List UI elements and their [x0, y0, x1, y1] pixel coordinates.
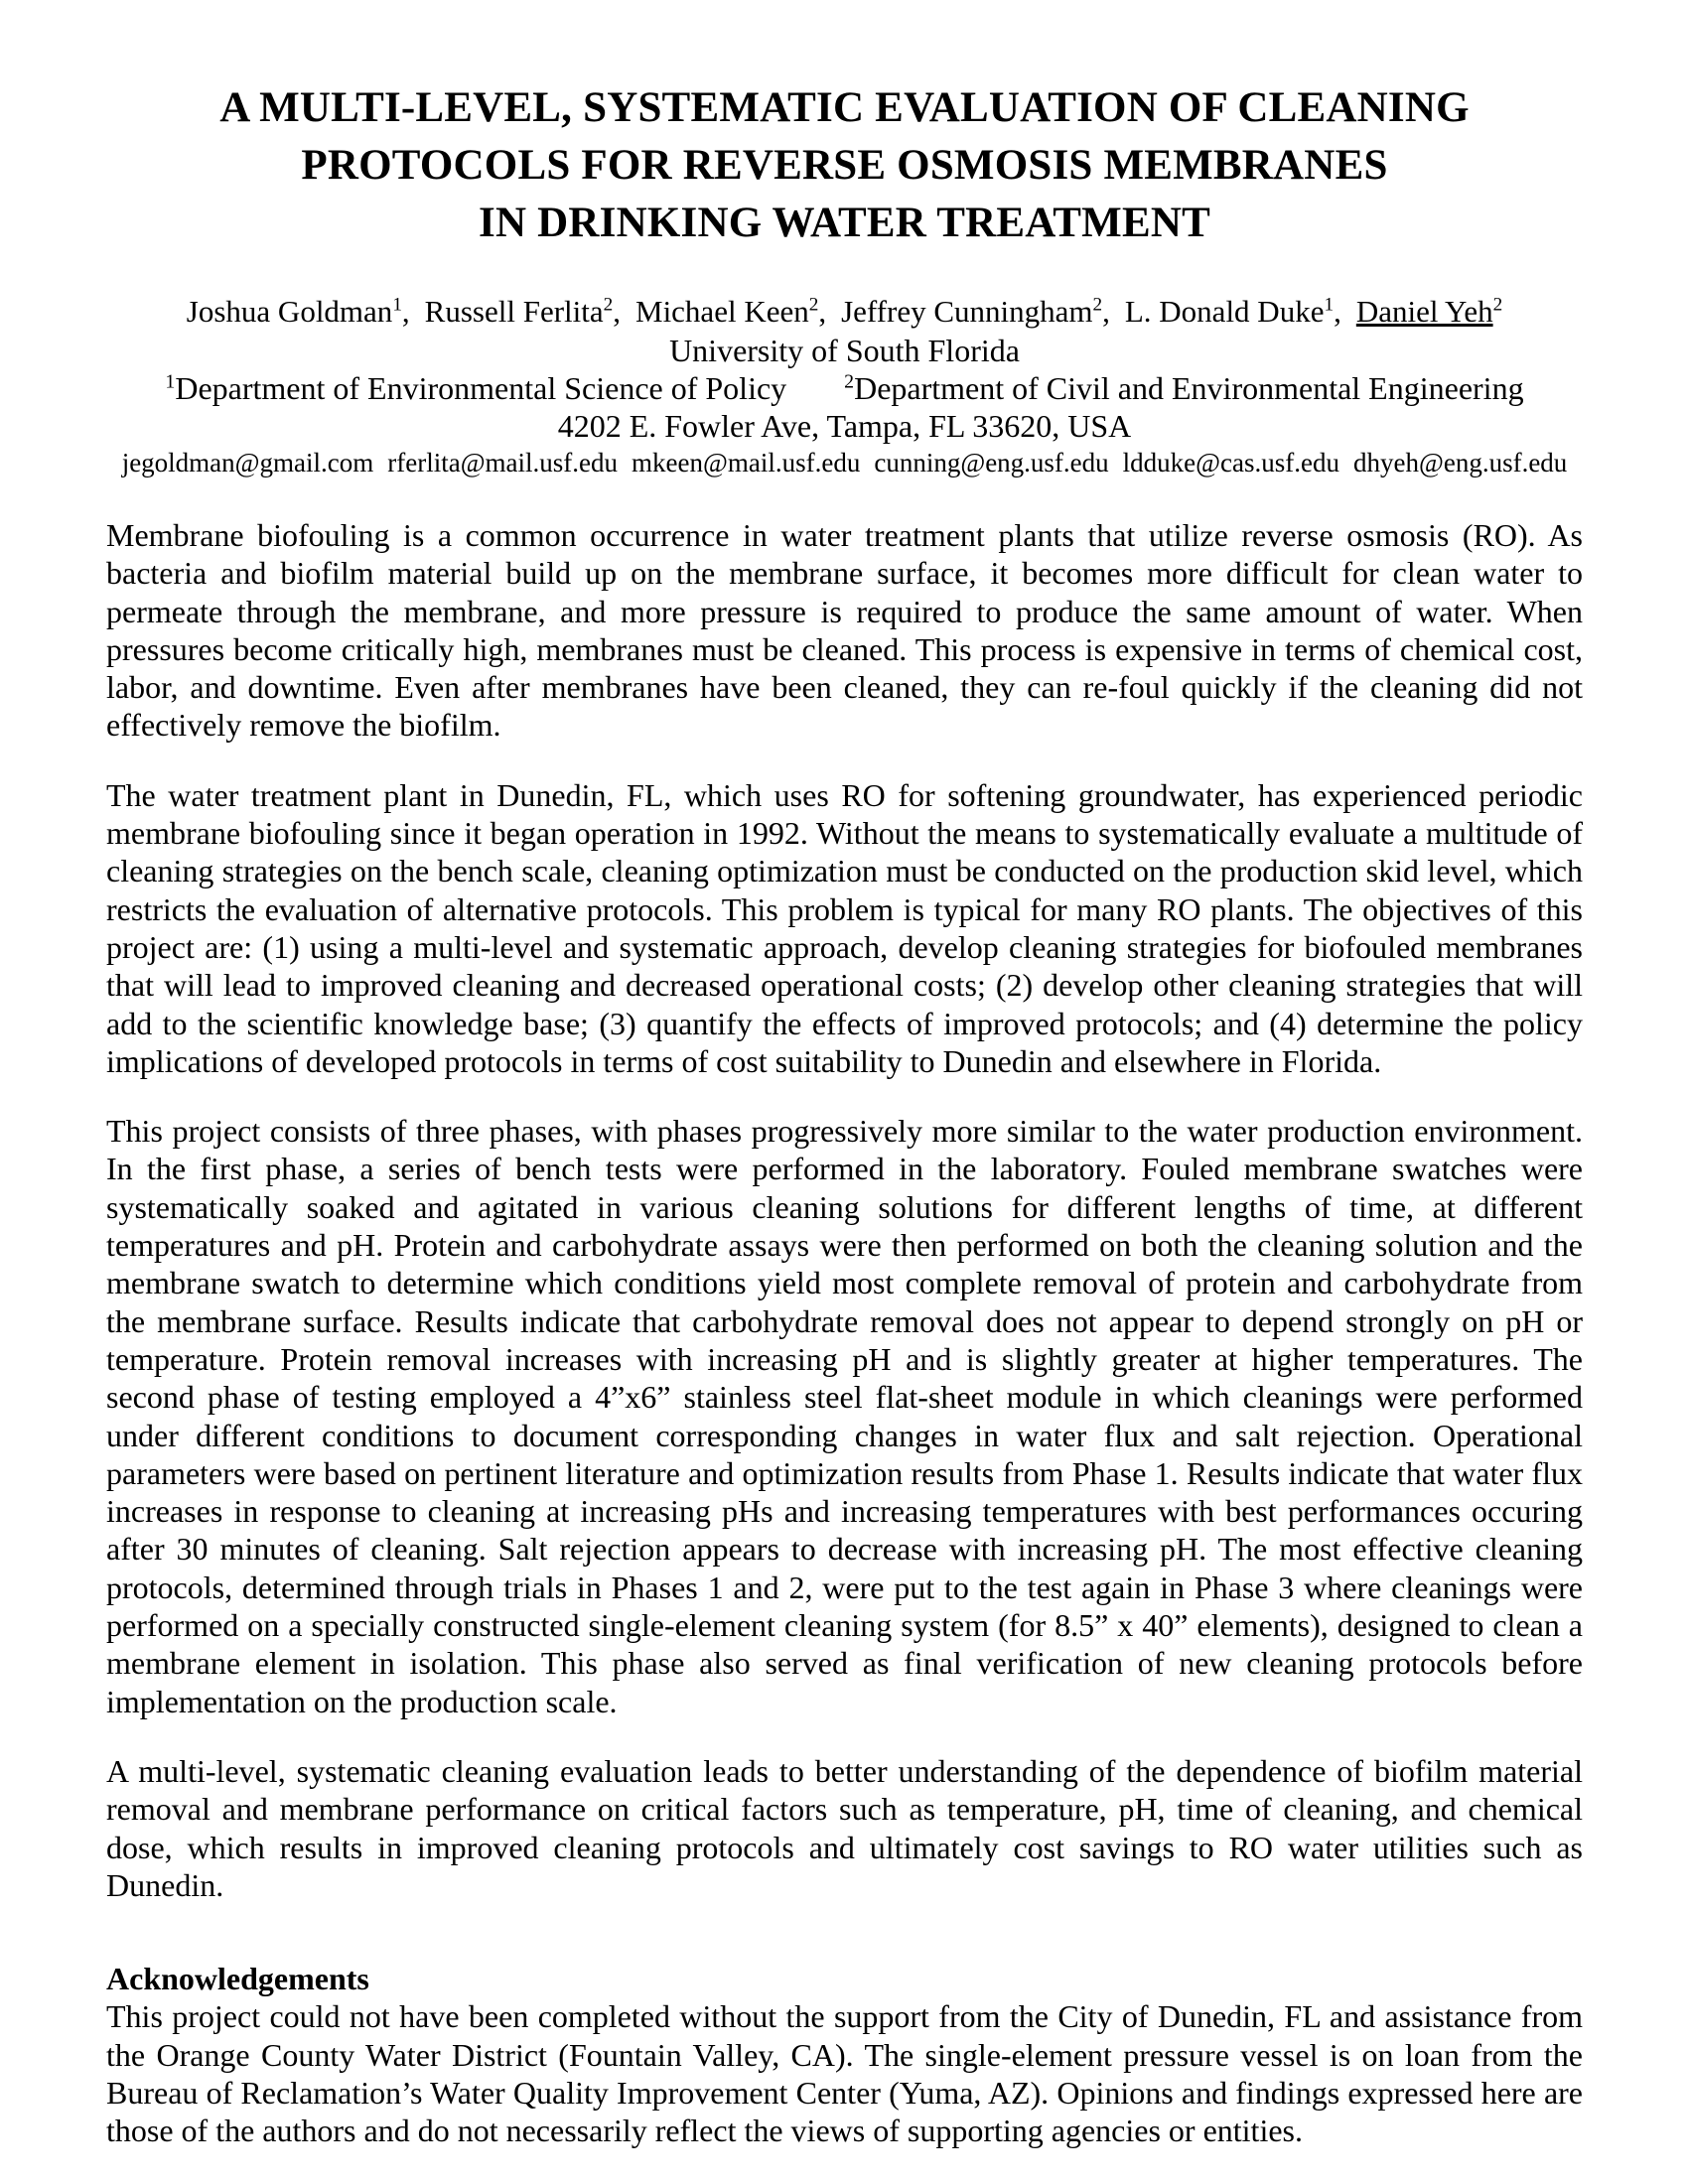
department-1-name: Department of Environmental Science of Policy	[175, 370, 787, 406]
author	[425, 294, 621, 329]
acknowledgements-section	[106, 1960, 1583, 2149]
author	[635, 294, 826, 329]
author-name: L. Donald Duke	[1124, 294, 1325, 329]
paper-title-line-1: A MULTI-LEVEL, SYSTEMATIC EVALUATION OF CLEANING	[219, 84, 1470, 131]
university-line: University of South Florida	[669, 333, 1020, 368]
author-name: Joshua Goldman	[186, 294, 393, 329]
paper-title-line-3: IN DRINKING WATER TREATMENT	[479, 200, 1210, 246]
paper-title-line-2: PROTOCOLS FOR REVERSE OSMOSIS MEMBRANES	[301, 142, 1388, 189]
email-text: ldduke@cas.usf.edu	[1122, 448, 1339, 478]
abstract-paragraph-1: Membrane biofouling is a common occurrence in water treatment plants that utilize reverse osmosis (RO). As bacteria and biofilm material build up on the membrane surface, it becomes more difficult for clean water to permeate through the membrane, and more pressure is required to produce the same amount of water. When pressures become critically high, membranes must be cleaned. This process is expensive in terms of chemical cost, labor, and downtime. Even after membranes have been cleaned, they can re-foul quickly if the cleaning did not effectively remove the biofilm.	[106, 517, 1583, 744]
author	[1356, 294, 1502, 329]
email-text: cunning@eng.usf.edu	[874, 448, 1109, 478]
author-affiliation-sup: 2	[1092, 294, 1103, 316]
author-name: Russell Ferlita	[424, 294, 604, 329]
acknowledgements-paragraph: This project could not have been completed without the support from the City of Dunedin, FL and assistance from the Orange County Water District (Fountain Valley, CA). The single-element pressure vessel is on loan from the Bureau of Reclamation’s Water Quality Improvement Center (Yuma, AZ). Opinions and findings expressed here are those of the authors and do not necessarily reflect the views of supporting agencies or entities.	[106, 1998, 1583, 2149]
author-name: Jeffrey Cunningham	[841, 294, 1093, 329]
email-text: mkeen@mail.usf.edu	[632, 448, 861, 478]
department-2-sup: 2	[844, 370, 855, 393]
author-separator: ,	[401, 294, 410, 329]
abstract-paragraph-2: The water treatment plant in Dunedin, FL, which uses RO for softening groundwater, has experienced periodic membrane biofouling since it began operation in 1992. Without the means to systematically evaluate a multitude of cleaning strategies on the bench scale, cleaning optimization must be conducted on the production skid level, which restricts the evaluation of alternative protocols. This problem is typical for many RO plants. The objectives of this project are: (1) using a multi-level and systematic approach, develop cleaning strategies for biofouled membranes that will lead to improved cleaning and decreased operational costs; (2) develop other cleaning strategies that will add to the scientific knowledge base; (3) quantify the effects of improved protocols; and (4) determine the policy implications of developed protocols in terms of cost suitability to Dunedin and elsewhere in Florida.	[106, 776, 1583, 1079]
author-affiliation-sup: 2	[1492, 294, 1503, 316]
department-1-sup: 1	[165, 370, 176, 393]
departments-line	[106, 369, 1583, 407]
author	[1125, 294, 1341, 329]
email-text: rferlita@mail.usf.edu	[387, 448, 619, 478]
abstract-paragraph-3: This project consists of three phases, with phases progressively more similar to the water production environment. In the first phase, a series of bench tests were performed in the laboratory. Fouled membrane swatches were systematically soaked and agitated in various cleaning solutions for different lengths of time, at different temperatures and pH. Protein and carbohydrate assays were then performed on both the cleaning solution and the membrane swatch to determine which conditions yield most complete removal of protein and carbohydrate from the membrane surface. Results indicate that carbohydrate removal does not appear to depend strongly on pH or temperature. Protein removal increases with increasing pH and is slightly greater at higher temperatures. The second phase of testing employed a 4”x6” stainless steel flat-sheet module in which cleanings were performed under different conditions to document corresponding changes in water flux and salt rejection. Operational parameters were based on pertinent literature and optimization results from Phase 1. Results indicate that water flux increases in response to cleaning at increasing pHs and increasing temperatures with best performances occuring after 30 minutes of cleaning. Salt rejection appears to decrease with increasing pH. The most effective cleaning protocols, determined through trials in Phases 1 and 2, were put to the test again in Phase 3 where cleanings were performed on a specially constructed single-element cleaning system (for 8.5” x 40” elements), designed to clean a membrane element in isolation. This phase also served as final verification of new cleaning protocols before implementation on the production scale.	[106, 1113, 1583, 1719]
author-affiliation-sup: 1	[1324, 294, 1335, 316]
abstract-body	[106, 516, 1583, 1904]
author-separator: ,	[818, 294, 827, 329]
paper-title	[106, 79, 1583, 252]
author-name: Daniel Yeh	[1355, 294, 1493, 329]
authors-line	[106, 292, 1583, 332]
author	[841, 294, 1110, 329]
author-name: Michael Keen	[635, 294, 809, 329]
department-2	[844, 370, 1523, 406]
author-separator: ,	[613, 294, 621, 329]
department-2-name: Department of Civil and Environmental Engineering	[854, 370, 1524, 406]
address-line: 4202 E. Fowler Ave, Tampa, FL 33620, USA	[557, 408, 1132, 444]
acknowledgements-heading: Acknowledgements	[106, 1961, 369, 1997]
author-affiliation-sup: 2	[808, 294, 819, 316]
author	[187, 294, 410, 329]
author-affiliation-sup: 2	[603, 294, 614, 316]
department-1	[165, 370, 786, 406]
abstract-paragraph-4: A multi-level, systematic cleaning evaluation leads to better understanding of the dependence of biofilm material removal and membrane performance on critical factors such as temperature, pH, time of cleaning, and chemical dose, which results in improved cleaning protocols and ultimately cost savings to RO water utilities such as Dunedin.	[106, 1752, 1583, 1903]
author-affiliation-sup: 1	[392, 294, 402, 316]
emails-line	[106, 445, 1583, 480]
author-separator: ,	[1102, 294, 1110, 329]
author-separator: ,	[1334, 294, 1341, 329]
email-text: dhyeh@eng.usf.edu	[1352, 448, 1568, 478]
email-text: jegoldman@gmail.com	[121, 448, 374, 478]
